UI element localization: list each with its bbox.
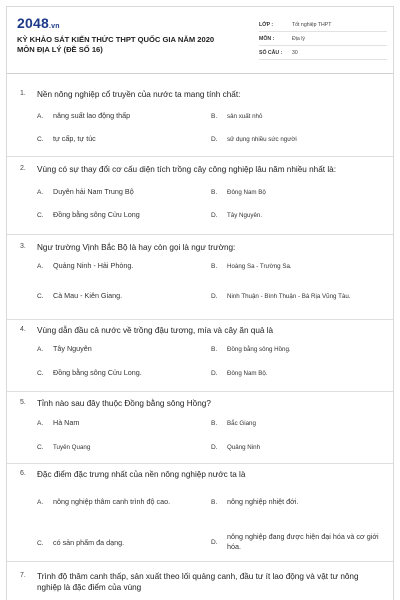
answer-option-a[interactable] (37, 490, 207, 514)
answer-option-a[interactable] (37, 416, 207, 430)
answer-option-d[interactable] (211, 208, 381, 222)
answer-option-d[interactable] (211, 132, 386, 146)
option-letter: C. (37, 539, 44, 547)
option-text: Quảng Ninh - Hải Phòng. (53, 261, 134, 270)
option-letter: C. (37, 135, 44, 143)
meta-value: Địa lý (292, 35, 305, 42)
question-item (7, 235, 393, 320)
exam-page (6, 6, 394, 600)
option-text: Tuyên Quang (53, 443, 91, 451)
option-letter: C. (37, 369, 44, 377)
option-text: Hà Nam (53, 418, 80, 427)
logo-suffix: .vn (48, 23, 60, 30)
answer-option-a[interactable] (37, 109, 207, 123)
option-letter: C. (37, 211, 44, 219)
meta-row-subject (259, 32, 387, 46)
option-letter: D. (211, 211, 218, 219)
option-text: Ninh Thuận - Bình Thuận - Bà Rịa Vũng Tàu. (227, 292, 351, 300)
option-letter: D. (211, 292, 218, 300)
option-text: Tây Nguyên (53, 344, 92, 353)
answer-option-b[interactable] (211, 416, 381, 430)
question-item (7, 320, 393, 392)
option-text: tự cấp, tự túc (53, 134, 96, 143)
question-item (7, 157, 393, 235)
option-text: Tây Nguyên. (227, 211, 263, 219)
option-letter: A. (37, 262, 44, 270)
option-text: Duyên hải Nam Trung Bộ (53, 187, 134, 196)
answer-option-b[interactable] (211, 495, 381, 509)
option-letter: B. (211, 262, 218, 270)
option-text: Hoàng Sa - Trường Sa. (227, 262, 292, 270)
question-number: 3. (20, 243, 26, 250)
question-text: Vùng có sự thay đổi cơ cấu diện tích trồng cây công nghiệp lâu năm nhiều nhất là: (37, 165, 336, 174)
option-letter: B. (211, 345, 218, 353)
answer-option-b[interactable] (211, 259, 381, 273)
option-text: sử dụng nhiều sức người (227, 135, 297, 143)
option-text: Cà Mau - Kiên Giang. (53, 291, 123, 300)
meta-value: 30 (292, 49, 298, 56)
answer-option-d[interactable] (211, 530, 387, 554)
meta-value: Tốt nghiệp THPT (292, 21, 332, 28)
question-number: 2. (20, 165, 26, 172)
question-item (7, 464, 393, 562)
option-text: Bắc Giang (227, 419, 256, 427)
answer-option-c[interactable] (37, 440, 207, 454)
answer-option-a[interactable] (37, 259, 207, 273)
question-text: Vùng dẫn đầu cả nước về trồng đậu tương, mía và cây ăn quả là (37, 326, 274, 335)
option-letter: A. (37, 188, 44, 196)
option-letter: B. (211, 419, 218, 427)
question-text: Tỉnh nào sau đây thuộc Đồng bằng sông Hồng? (37, 399, 211, 408)
answer-option-c[interactable] (37, 289, 207, 303)
meta-label: MÔN : (259, 35, 275, 42)
option-text: nông nghiệp nhiệt đới. (227, 497, 299, 506)
option-letter: A. (37, 112, 44, 120)
option-letter: B. (211, 188, 218, 196)
option-text: Quảng Ninh (227, 443, 261, 451)
answer-option-d[interactable] (211, 283, 381, 309)
answer-option-c[interactable] (37, 208, 207, 222)
option-text: Đông Nam Bộ. (227, 369, 268, 377)
question-text: Đặc điểm đặc trưng nhất của nền nông nghiệp nước ta là (37, 470, 246, 479)
option-letter: D. (211, 538, 218, 546)
meta-label: LỚP : (259, 21, 274, 28)
header-divider (7, 73, 393, 74)
answer-option-d[interactable] (211, 440, 381, 454)
question-item (7, 392, 393, 464)
meta-label: SỐ CÂU : (259, 49, 283, 56)
answer-option-a[interactable] (37, 185, 207, 199)
option-letter: D. (211, 135, 218, 143)
answer-option-d[interactable] (211, 366, 381, 380)
question-text: Ngư trường Vịnh Bắc Bộ là hay còn gọi là ngư trường: (37, 243, 236, 252)
answer-option-b[interactable] (211, 185, 381, 199)
option-text: nông nghiệp đang được hiện đại hóa và cơ giới hóa. (227, 532, 379, 551)
question-text: Nền nông nghiệp cổ truyền của nước ta mang tính chất: (37, 90, 241, 99)
option-text: có sản phẩm đa dạng. (53, 538, 125, 547)
answer-option-c[interactable] (37, 536, 207, 550)
option-letter: A. (37, 419, 44, 427)
meta-row-count (259, 46, 387, 60)
option-text: sản xuất nhỏ (227, 112, 263, 120)
question-number: 1. (20, 90, 26, 97)
option-text: Đồng bằng sông Cửu Long (53, 210, 140, 219)
option-text: nông nghiệp thâm canh trình độ cao. (53, 497, 171, 506)
question-number: 5. (20, 399, 26, 406)
question-number: 6. (20, 470, 26, 477)
option-letter: D. (211, 443, 218, 451)
answer-option-c[interactable] (37, 132, 207, 146)
exam-title: KỲ KHẢO SÁT KIẾN THỨC THPT QUỐC GIA NĂM 2020 (17, 35, 215, 44)
option-letter: C. (37, 443, 44, 451)
option-text: Đồng bằng sông Hồng. (227, 345, 291, 353)
question-text: Trình độ thâm canh thấp, sản xuất theo lối quảng canh, đầu tư ít lao động và vật tư nông nghiệp là đặc điểm của vùng (37, 572, 359, 592)
question-item (7, 75, 393, 157)
meta-row-class (259, 18, 387, 32)
option-letter: A. (37, 498, 44, 506)
option-text: Đông Nam Bộ (227, 188, 266, 196)
question-number: 4. (20, 326, 26, 333)
exam-meta-table (259, 18, 387, 60)
option-text: năng suất lao động thấp (53, 111, 131, 120)
answer-option-b[interactable] (211, 109, 381, 123)
option-letter: C. (37, 292, 44, 300)
answer-option-c[interactable] (37, 366, 207, 380)
answer-option-b[interactable] (211, 342, 381, 356)
option-text: Đồng bằng sông Cửu Long. (53, 368, 142, 377)
logo-main: 2048 (17, 15, 49, 31)
question-item (7, 562, 393, 600)
question-number: 7. (20, 572, 26, 579)
option-letter: B. (211, 498, 218, 506)
option-letter: A. (37, 345, 44, 353)
exam-header (7, 7, 393, 73)
option-letter: D. (211, 369, 218, 377)
answer-option-a[interactable] (37, 342, 207, 356)
exam-subject: MÔN ĐỊA LÝ (ĐỀ SỐ 16) (17, 45, 103, 54)
option-letter: B. (211, 112, 218, 120)
